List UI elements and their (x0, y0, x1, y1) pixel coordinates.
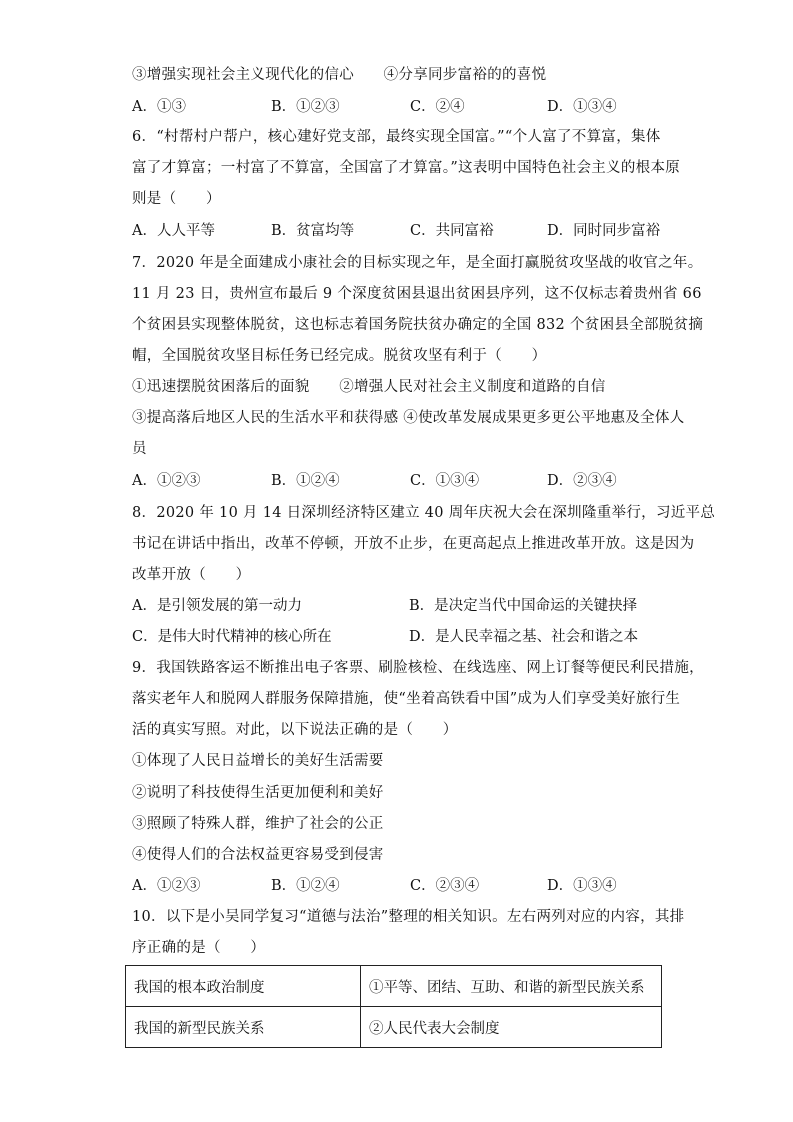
q6-options (132, 220, 672, 242)
q8-stem-line: 书记在讲话中指出，改革不停顿，开放不止步，在更高起点上推进改革开放。这是因为 (132, 536, 695, 552)
table-cell: ①平等、团结、互助、和谐的新型民族关系 (361, 966, 662, 1007)
q5-statements-line: ③增强实现社会主义现代化的信心 ④分享同步富裕的的喜悦 (132, 67, 547, 83)
q7-option-a[interactable]: A．①②③ (132, 473, 201, 489)
q7-stem-line: 7．2020 年是全面建成小康社会的目标实现之年，是全面打赢脱贫攻坚战的收官之年。 (132, 255, 703, 271)
q6-stem-line: 则是（ ） (132, 191, 221, 207)
q7-stem-line: 帽，全国脱贫攻坚目标任务已经完成。脱贫攻坚有利于（ ） (132, 348, 547, 364)
q7-option-d[interactable]: D．②③④ (547, 473, 617, 489)
table-row (126, 966, 662, 1007)
q9-stem-line: 落实老年人和脱网人群服务保障措施，使“坐着高铁看中国”成为人们享受美好旅行生 (132, 691, 681, 707)
table-cell: 我国的新型民族关系 (126, 1007, 361, 1048)
q5-option-a[interactable]: A．①③ (132, 99, 186, 115)
q8-options-row-1 (132, 595, 672, 617)
q9-stem-line: 9．我国铁路客运不断推出电子客票、刷脸核检、在线选座、网上订餐等便民利民措施， (132, 660, 704, 676)
q8-stem-line: 8．2020 年 10 月 14 日深圳经济特区建立 40 周年庆祝大会在深圳隆重举行，习近平总 (132, 505, 716, 521)
q5-option-d[interactable]: D．①③④ (547, 99, 617, 115)
q9-statement: ④使得人们的合法权益更容易受到侵害 (132, 847, 384, 863)
q6-option-d[interactable]: D．同时同步富裕 (547, 223, 661, 239)
q10-matching-table (125, 965, 662, 1048)
q9-statement: ③照顾了特殊人群，维护了社会的公正 (132, 816, 384, 832)
table-row (126, 1007, 662, 1048)
q9-statement: ②说明了科技使得生活更加便利和美好 (132, 785, 384, 801)
q7-statements-line: ①迅速摆脱贫困落后的面貌 ②增强人民对社会主义制度和道路的自信 (132, 379, 606, 395)
q9-option-c[interactable]: C．②③④ (410, 878, 480, 894)
q7-stem-line: 个贫困县实现整体脱贫，这也标志着国务院扶贫办确定的全国 832 个贫困县全部脱贫摘 (132, 317, 704, 333)
q7-option-b[interactable]: B．①②④ (271, 473, 340, 489)
q6-stem-line: 富了才算富；一村富了不算富，全国富了才算富。”这表明中国特色社会主义的根本原 (132, 160, 681, 176)
q8-option-b[interactable]: B．是决定当代中国命运的关键抉择 (409, 598, 638, 614)
q10-stem-line: 序正确的是（ ） (132, 940, 266, 956)
q9-statement: ①体现了人民日益增长的美好生活需要 (132, 753, 384, 769)
q10-stem-line: 10．以下是小吴同学复习“道德与法治”整理的相关知识。左右两列对应的内容，其排 (132, 909, 685, 925)
q5-options (132, 96, 672, 118)
q8-stem-line: 改革开放（ ） (132, 567, 251, 583)
q9-options (132, 875, 672, 897)
table-cell: ②人民代表大会制度 (361, 1007, 662, 1048)
q7-options (132, 470, 672, 492)
q9-option-d[interactable]: D．①③④ (547, 878, 617, 894)
q6-option-b[interactable]: B．贫富均等 (271, 223, 355, 239)
q9-stem-line: 活的真实写照。对此，以下说法正确的是（ ） (132, 722, 458, 738)
q9-option-b[interactable]: B．①②④ (271, 878, 340, 894)
table-cell: 我国的根本政治制度 (126, 966, 361, 1007)
q9-option-a[interactable]: A．①②③ (132, 878, 201, 894)
q8-options-row-2 (132, 626, 672, 648)
q6-option-c[interactable]: C．共同富裕 (410, 223, 494, 239)
q7-statements-line: 员 (132, 441, 147, 457)
q8-option-c[interactable]: C．是伟大时代精神的核心所在 (132, 629, 332, 645)
q6-option-a[interactable]: A．人人平等 (132, 223, 215, 239)
q8-option-a[interactable]: A．是引领发展的第一动力 (132, 598, 302, 614)
q7-option-c[interactable]: C．①③④ (410, 473, 480, 489)
q7-stem-line: 11 月 23 日，贵州宣布最后 9 个深度贫困县退出贫困县序列，这不仅标志着贵州省 66 (132, 286, 702, 302)
q5-option-b[interactable]: B．①②③ (271, 99, 340, 115)
q7-statements-line: ③提高落后地区人民的生活水平和获得感 ④使改革发展成果更多更公平地惠及全体人 (132, 410, 685, 426)
q5-option-c[interactable]: C．②④ (410, 99, 465, 115)
q6-stem-line: 6．“村帮村户帮户，核心建好党支部，最终实现全国富。”“个人富了不算富，集体 (132, 129, 661, 145)
q8-option-d[interactable]: D．是人民幸福之基、社会和谐之本 (409, 629, 639, 645)
